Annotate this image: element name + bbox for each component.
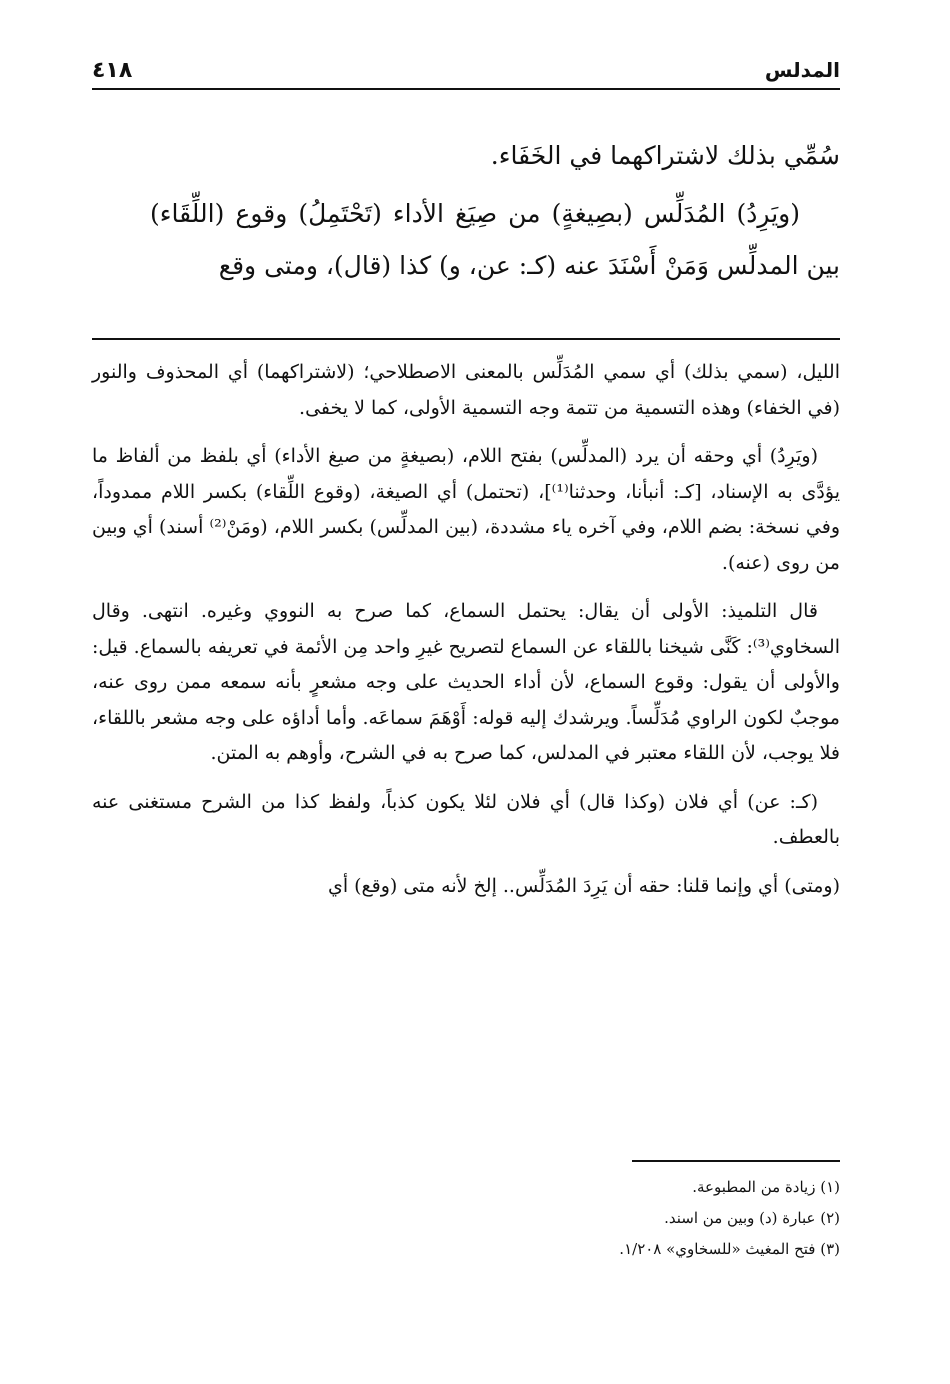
footnotes xyxy=(400,1172,840,1265)
main-text xyxy=(150,130,840,292)
commentary-paragraph-5: (ومتى) أي وإنما قلنا: حقه أن يَرِدَ المُدَلِّس.. إلخ لأنه متى (وقع) أي xyxy=(327,874,840,897)
page-number: ٤١٨ xyxy=(92,58,133,83)
commentary-paragraph-4: (كـ: عن) أي فلان (وكذا قال) أي فلان لئلا يكون كذباً، ولفظ كذا من الشرح مستغنى عنه بالعطف. xyxy=(92,790,840,848)
commentary-paragraph-2: (ويَرِدُ) أي وحقه أن يرد (المدلِّس) بفتح اللام، (بصيغةٍ من صيغ الأداء) أي بلفظ من ألفاظ ما يؤدَّى به الإسناد، [كـ: أنبأنا، وحدثنا⁽¹⁾]، (تحتمل) أي الصيغة، (وقوع اللِّقاء) بكسر اللام ممدوداً، وفي نسخة: بضم اللام، وفي آخره ياء مشددة، (بين المدلِّس) بكسر اللام، (ومَنْ⁽²⁾ أسند) أي وبين من روى (عنه). xyxy=(92,445,840,574)
running-title: المدلس xyxy=(764,58,840,82)
commentary xyxy=(92,355,840,917)
footnote-divider xyxy=(632,1160,840,1162)
main-text-paragraph-2: (ويَرِدُ) المُدَلِّس (بصِيغةٍ) من صِيَغ الأداء (تَحْتَمِلُ) وقوع (اللِّقَاء) بين المدلِّس وَمَنْ أَسْنَدَ عنه (كـ: عن، و) كذا (قال)، ومتى وقع xyxy=(150,199,840,280)
page-header xyxy=(92,58,840,90)
footnote-2: (٢) عبارة (د) وبين من اسند. xyxy=(664,1209,840,1227)
commentary-paragraph-3: قال التلميذ: الأولى أن يقال: يحتمل السماع، كما صرح به النووي وغيره. انتهى. وقال السخاوي⁽³⁾: كَنَّى شيخنا باللقاء عن السماع لتصريح غيرِ واحد مِن الأئمة في تعريفه بالسماع. قيل: والأولى أن يقول: وقوع السماع، لأن أداء الحديث على وجه مشعرٍ بأنه سمعه ممن روى عنه، موجبٌ لكون الراوي مُدَلِّساً. ويرشدك إليه قوله: أَوْهَمَ سماعَه. وأما أداؤه على وجه مشعر باللقاء، فلا يوجب، لأن اللقاء معتبر في المدلس، كما صرح به في الشرح، وأوهم به المتن. xyxy=(92,600,840,764)
main-text-line-1: سُمِّي بذلك لاشتراكهما في الخَفَاء. xyxy=(490,141,840,170)
footnote-3: (٣) فتح المغيث «للسخاوي» ١/٢٠٨. xyxy=(619,1240,840,1258)
text-divider xyxy=(92,338,840,340)
commentary-paragraph-1: الليل، (سمي بذلك) أي سمي المُدَلِّس بالمعنى الاصطلاحي؛ (لاشتراكهما) أي المحذوف والنور (في الخفاء) وهذه التسمية من تتمة وجه التسمية الأولى، كما لا يخفى. xyxy=(92,361,840,419)
footnote-1: (١) زيادة من المطبوعة. xyxy=(692,1178,840,1196)
